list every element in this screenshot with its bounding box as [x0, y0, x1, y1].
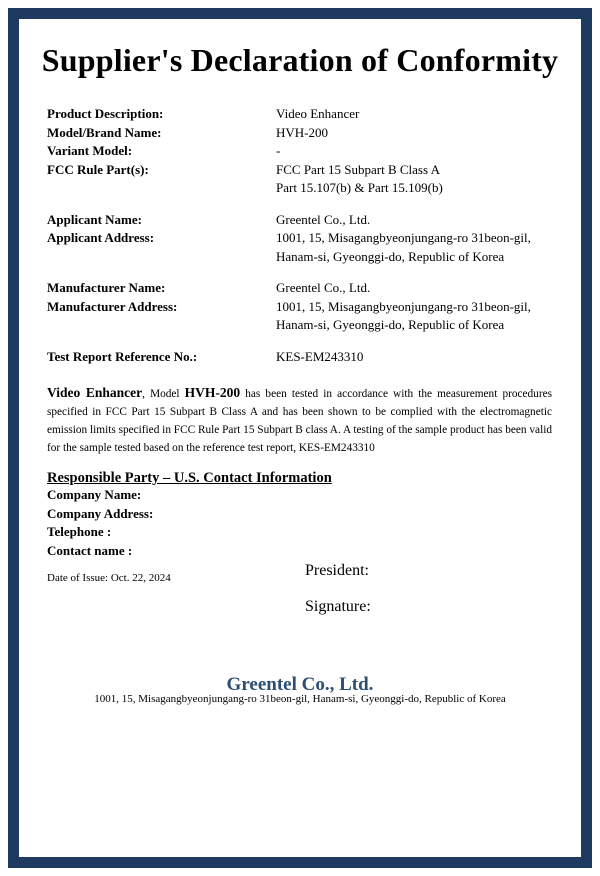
field-model-brand: [47, 124, 557, 143]
signature-label: Signature:: [305, 598, 371, 615]
field-label: Test Report Reference No.:: [47, 348, 198, 364]
field-applicant-address: [47, 229, 557, 266]
field-value: Video Enhancer: [276, 106, 360, 121]
field-test-report: [47, 348, 557, 367]
field-applicant-name: [47, 211, 557, 230]
footer-company-address: 1001, 15, Misagangbyeonjungang-ro 31beon-gil, Hanam-si, Gyeonggi-do, Republic of Korea: [94, 693, 506, 705]
field-value: KES-EM243310: [276, 348, 364, 364]
field-value: Greentel Co., Ltd.: [276, 211, 371, 227]
field-value: -: [276, 143, 281, 158]
statement-text: , Model: [142, 388, 185, 400]
field-manufacturer-name: [47, 279, 557, 298]
field-value-line: 1001, 15, Misagangbyeonjungang-ro 31beon-gil,: [276, 230, 531, 245]
field-value-line: 1001, 15, Misagangbyeonjungang-ro 31beon-gil,: [276, 298, 531, 314]
field-label: FCC Rule Part(s):: [47, 161, 149, 177]
field-value: [276, 161, 557, 198]
conformity-statement: [47, 384, 552, 457]
field-value-line: Hanam-si, Gyeonggi-do, Republic of Korea: [276, 317, 505, 332]
field-value: [276, 298, 557, 335]
field-variant-model: [47, 142, 557, 161]
field-manufacturer-address: [47, 298, 557, 335]
field-label: Applicant Name:: [47, 211, 142, 227]
responsible-party-heading: Responsible Party – U.S. Contact Information: [47, 470, 332, 486]
field-value-line: Hanam-si, Gyeonggi-do, Republic of Korea: [276, 248, 505, 264]
date-of-issue: Date of Issue: Oct. 22, 2024: [47, 572, 171, 584]
telephone-label: Telephone :: [47, 524, 112, 539]
field-label: Model/Brand Name:: [47, 124, 162, 140]
responsible-party-fields: [47, 486, 153, 560]
field-product-description: [47, 105, 557, 124]
field-label: Manufacturer Name:: [47, 280, 166, 295]
document-title: Supplier's Declaration of Conformity: [41, 42, 559, 78]
field-label: Product Description:: [47, 106, 164, 121]
statement-text: has been tested in accordance with the measurement procedures specified in FCC Part 15 Subpart B Class A and has been shown to be complied with the electromagnetic emission limits specified in FCC Rule Part 15 Subpart B class A. A testing of the sample product has been valid for the sample tested based on the reference test report, KES-EM243310: [47, 388, 552, 454]
field-value-line: Part 15.107(b) & Part 15.109(b): [276, 180, 443, 195]
field-label: Applicant Address:: [47, 230, 155, 245]
field-label: Variant Model:: [47, 143, 133, 158]
contact-name-label: Contact name :: [47, 542, 133, 558]
field-value: Greentel Co., Ltd.: [276, 280, 371, 295]
statement-model: HVH-200: [184, 385, 241, 400]
field-value-line: FCC Part 15 Subpart B Class A: [276, 161, 440, 177]
field-fcc-rule: [47, 161, 557, 198]
statement-product: Video Enhancer: [47, 385, 143, 400]
field-value: HVH-200: [276, 124, 328, 140]
president-label: President:: [305, 562, 369, 579]
field-value: [276, 229, 557, 266]
product-info: [47, 105, 557, 366]
field-label: Manufacturer Address:: [47, 298, 178, 314]
footer-company-name: Greentel Co., Ltd.: [226, 674, 374, 695]
company-name-label: Company Name:: [47, 487, 142, 502]
company-address-label: Company Address:: [47, 505, 154, 521]
